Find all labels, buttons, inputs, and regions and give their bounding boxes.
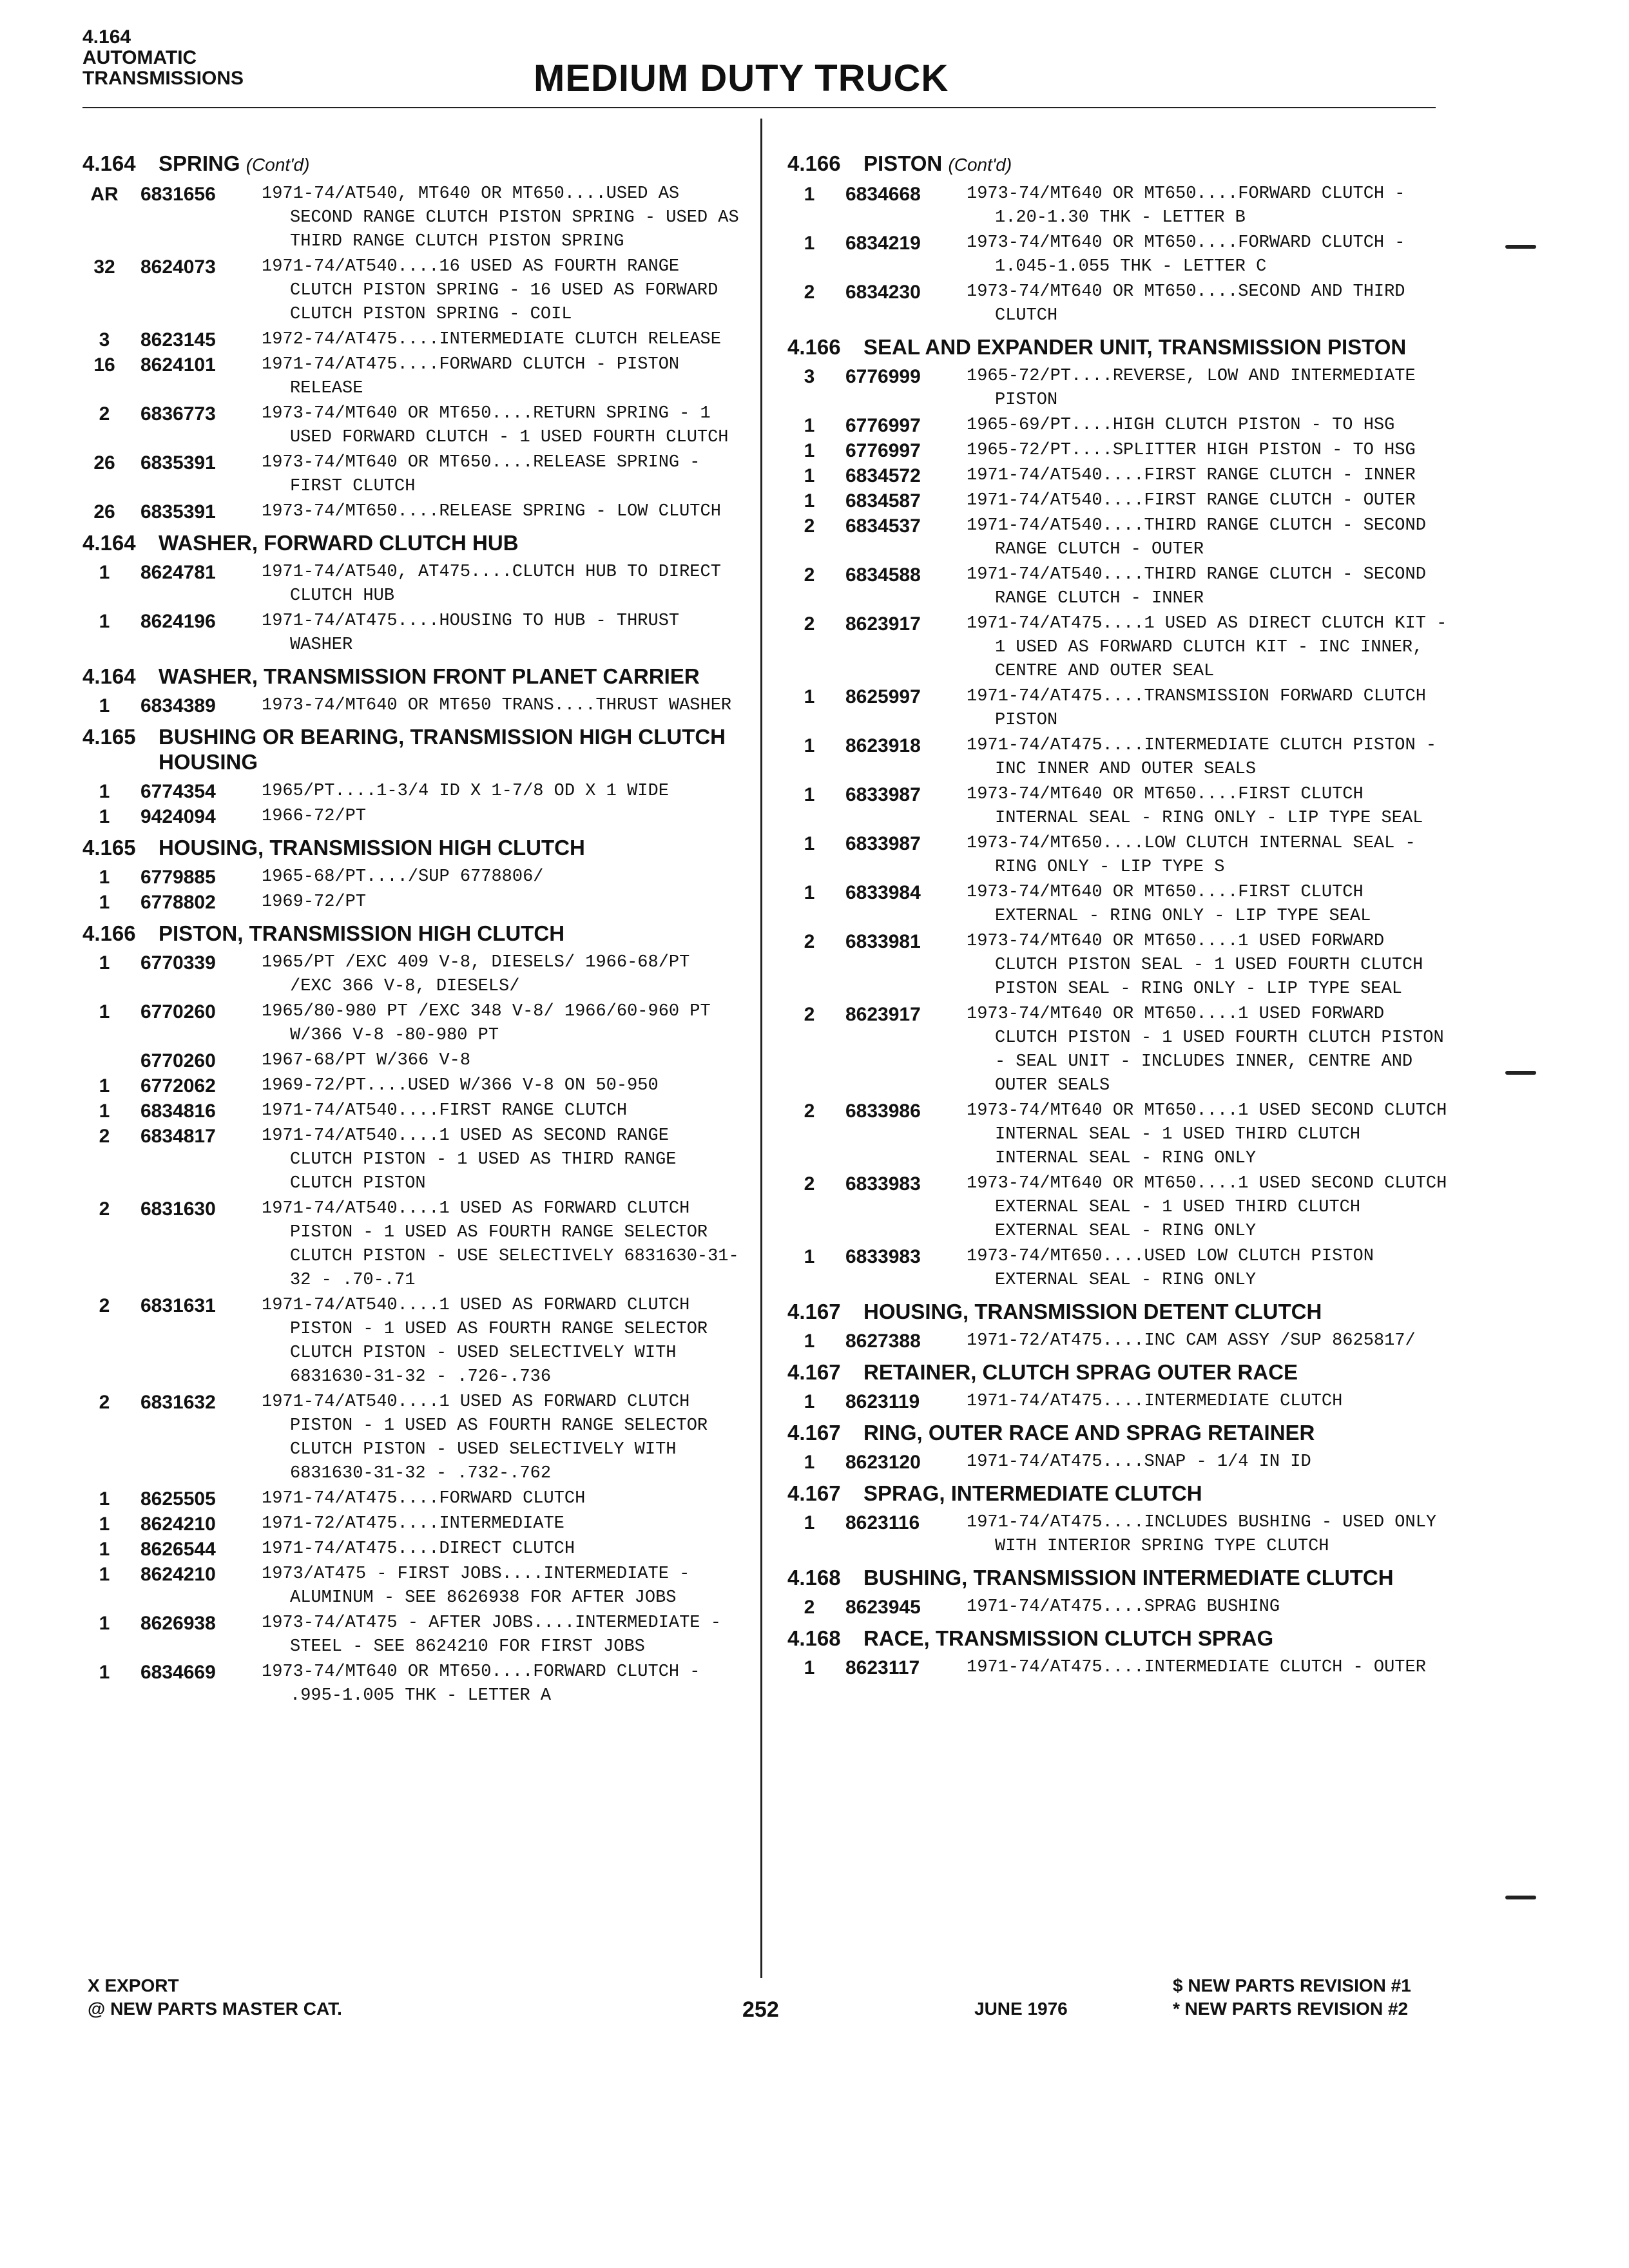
- margin-mark: [1505, 245, 1536, 249]
- quantity: 1: [804, 233, 815, 254]
- part-row: [787, 1172, 1458, 1244]
- part-row: [82, 1124, 740, 1196]
- description: 1973-74/MT640 OR MT650....RELEASE SPRING - FIRST CLUTCH: [262, 453, 711, 496]
- part-row: [787, 1450, 1451, 1474]
- part-number: 8624196: [140, 611, 216, 632]
- description: 1973-74/MT640 OR MT650....FORWARD CLUTCH - .995-1.005 THK - LETTER A: [262, 1662, 711, 1706]
- page-number: 252: [742, 1997, 779, 2022]
- part-number: 6831632: [140, 1392, 216, 1413]
- section-number: 4.165: [82, 725, 136, 749]
- section-heading: [787, 151, 1451, 177]
- part-row: [82, 1537, 740, 1561]
- section-number: 4.168: [787, 1626, 841, 1650]
- part-number: 6834572: [845, 465, 921, 486]
- quantity: 1: [99, 1514, 110, 1535]
- part-number: 6831631: [140, 1295, 216, 1316]
- left-column: [82, 151, 749, 1709]
- part-row: [82, 1512, 740, 1536]
- description: 1971-74/AT540....1 USED AS SECOND RANGE CLUTCH PISTON - 1 USED AS THIRD RANGE CLUTCH PISTON: [262, 1126, 687, 1193]
- quantity: 1: [804, 1657, 815, 1678]
- section-heading: [787, 1626, 1451, 1651]
- description: 1965-72/PT....REVERSE, LOW AND INTERMEDIATE PISTON: [967, 367, 1426, 410]
- description: 1971-74/AT475....INTERMEDIATE CLUTCH - OUTER: [967, 1658, 1426, 1677]
- quantity: 2: [804, 282, 815, 303]
- part-row: [82, 1562, 740, 1610]
- quantity: 1: [804, 784, 815, 805]
- part-number: 6834219: [845, 233, 921, 254]
- section-number: 4.164: [82, 664, 136, 688]
- section-title: WASHER, FORWARD CLUTCH HUB: [159, 531, 519, 555]
- section-title: WASHER, TRANSMISSION FRONT PLANET CARRIER: [159, 664, 700, 688]
- footer-legend-right: [1173, 1974, 1411, 2021]
- part-number: 6834587: [845, 490, 921, 512]
- part-row: [787, 231, 1451, 279]
- part-row: [787, 280, 1451, 328]
- description: 1966-72/PT: [262, 807, 367, 826]
- quantity: 2: [99, 1198, 110, 1220]
- quantity: [82, 1049, 126, 1073]
- part-number: 8623917: [845, 1004, 921, 1025]
- description: 1973-74/MT640 OR MT650....SECOND AND THIRD CLUTCH: [967, 282, 1416, 325]
- quantity: 32: [93, 256, 115, 278]
- quantity: 2: [804, 613, 815, 635]
- quantity: 2: [99, 1392, 110, 1413]
- part-row: [787, 832, 1451, 879]
- part-row: [787, 1099, 1458, 1171]
- part-row: [787, 881, 1451, 928]
- part-row: [82, 780, 740, 803]
- part-number: 8623145: [140, 329, 216, 351]
- description: 1971-72/AT475....INTERMEDIATE: [262, 1514, 564, 1533]
- section-title: SEAL AND EXPANDER UNIT, TRANSMISSION PISTON: [863, 335, 1407, 359]
- description: 1971-74/AT540, MT640 OR MT650....USED AS SECOND RANGE CLUTCH PISTON SPRING - USED AS THIRD RANGE CLUTCH PISTON SPRING: [262, 184, 749, 251]
- part-number: 6772062: [140, 1075, 216, 1097]
- description: 1972-74/AT475....INTERMEDIATE CLUTCH RELEASE: [262, 330, 721, 349]
- description: 1971-74/AT540....16 USED AS FOURTH RANGE CLUTCH PISTON SPRING - 16 USED AS FORWARD CLUTCH PISTON SPRING - COIL: [262, 257, 729, 324]
- part-number: 6834668: [845, 184, 921, 205]
- part-row: [82, 500, 740, 524]
- part-number: 9424094: [140, 806, 216, 827]
- section-title: RACE, TRANSMISSION CLUTCH SPRAG: [863, 1626, 1274, 1650]
- column-divider: [760, 119, 762, 1978]
- quantity: 26: [93, 501, 115, 523]
- part-number: 6770339: [140, 952, 216, 974]
- part-number: 6833986: [845, 1100, 921, 1122]
- description: 1971-72/AT475....INC CAM ASSY /SUP 8625817/: [967, 1331, 1416, 1350]
- section-title: PISTON, TRANSMISSION HIGH CLUTCH: [159, 921, 565, 945]
- part-number: 6836773: [140, 403, 216, 425]
- section-number: 4.165: [82, 836, 136, 860]
- part-row: [82, 890, 740, 914]
- part-number: 6835391: [140, 452, 216, 474]
- description: 1971-74/AT475....INTERMEDIATE CLUTCH PISTON - INC INNER AND OUTER SEALS: [967, 736, 1447, 779]
- part-row: [82, 1099, 740, 1123]
- description: 1965/PT /EXC 409 V-8, DIESELS/ 1966-68/PT /EXC 366 V-8, DIESELS/: [262, 953, 700, 996]
- part-number: 6778802: [140, 892, 216, 913]
- description: 1973/AT475 - FIRST JOBS....INTERMEDIATE - ALUMINUM - SEE 8626938 FOR AFTER JOBS: [262, 1564, 700, 1608]
- quantity: 1: [804, 1512, 815, 1533]
- quantity: 1: [99, 781, 110, 802]
- quantity: 1: [99, 562, 110, 583]
- description: 1967-68/PT W/366 V-8: [262, 1051, 471, 1070]
- part-row: [82, 805, 740, 829]
- section-number: 4.166: [787, 151, 841, 175]
- part-number: 8624210: [140, 1564, 216, 1585]
- section-title: SPRING: [159, 151, 240, 175]
- quantity: 2: [804, 931, 815, 952]
- part-number: 6774354: [140, 781, 216, 802]
- description: 1973-74/MT640 OR MT650....1 USED SECOND CLUTCH EXTERNAL SEAL - 1 USED THIRD CLUTCH EXTERNAL SEAL - RING ONLY: [967, 1174, 1458, 1241]
- section-number: 4.167: [787, 1360, 841, 1384]
- quantity: AR: [90, 184, 119, 205]
- section-title: BUSHING, TRANSMISSION INTERMEDIATE CLUTCH: [863, 1566, 1394, 1590]
- description: 1971-74/AT475....FORWARD CLUTCH: [262, 1489, 586, 1508]
- description: 1973-74/MT640 OR MT650....1 USED SECOND CLUTCH INTERNAL SEAL - 1 USED THIRD CLUTCH INTERNAL SEAL - RING ONLY: [967, 1101, 1458, 1168]
- section-heading: [787, 334, 1451, 360]
- part-row: [82, 1487, 740, 1511]
- part-number: 6833987: [845, 784, 921, 805]
- part-row: [82, 1000, 740, 1048]
- part-row: [787, 1511, 1451, 1559]
- section-number: 4.167: [787, 1481, 841, 1505]
- part-number: 6776999: [845, 366, 921, 387]
- part-number: 8626544: [140, 1539, 216, 1560]
- section-heading: [787, 1481, 1451, 1506]
- part-row: [787, 1245, 1451, 1293]
- quantity: 2: [804, 564, 815, 586]
- legend-revision-2: * NEW PARTS REVISION #2: [1173, 1999, 1409, 2019]
- part-row: [82, 402, 740, 450]
- part-row: [787, 365, 1451, 412]
- part-number: 8623945: [845, 1597, 921, 1618]
- section-line-1: AUTOMATIC: [82, 47, 197, 68]
- part-row: [787, 734, 1451, 782]
- section-heading: [82, 921, 740, 946]
- section-title: RING, OUTER RACE AND SPRAG RETAINER: [863, 1421, 1315, 1445]
- part-number: 8624101: [140, 354, 216, 376]
- quantity: 1: [99, 892, 110, 913]
- description: 1965/PT....1-3/4 ID X 1-7/8 OD X 1 WIDE: [262, 782, 669, 801]
- part-number: 6834588: [845, 564, 921, 586]
- quantity: 1: [99, 1001, 110, 1023]
- quantity: 1: [99, 1564, 110, 1585]
- part-row: [82, 182, 749, 254]
- section-title: SPRAG, INTERMEDIATE CLUTCH: [863, 1481, 1202, 1505]
- margin-mark: [1505, 1071, 1536, 1075]
- section-heading: [787, 1299, 1451, 1324]
- part-number: 6831656: [140, 184, 216, 205]
- part-row: [82, 353, 740, 401]
- part-row: [787, 563, 1451, 611]
- part-row: [82, 610, 740, 657]
- quantity: 1: [804, 184, 815, 205]
- description: 1971-74/AT475....FORWARD CLUTCH - PISTON RELEASE: [262, 355, 690, 398]
- continued-note: (Cont'd): [948, 155, 1012, 175]
- section-heading: [787, 1360, 1451, 1385]
- description: 1971-74/AT475....SNAP - 1/4 IN ID: [967, 1452, 1311, 1472]
- quantity: 1: [99, 1662, 110, 1683]
- section-number: 4.164: [82, 151, 136, 175]
- right-column: [787, 151, 1458, 1681]
- section-number: 4.167: [787, 1421, 841, 1445]
- quantity: 1: [99, 695, 110, 716]
- description: 1965-69/PT....HIGH CLUTCH PISTON - TO HSG: [967, 416, 1395, 435]
- quantity: 1: [804, 465, 815, 486]
- part-number: 6834230: [845, 282, 921, 303]
- description: 1973-74/MT640 OR MT650....1 USED FORWARD CLUTCH PISTON - 1 USED FOURTH CLUTCH PISTON - SEAL UNIT - INCLUDES INNER, CENTRE AND OUTER SEALS: [967, 1004, 1454, 1095]
- part-number: 6770260: [140, 1001, 216, 1023]
- description: 1973-74/MT640 OR MT650....FIRST CLUTCH INTERNAL SEAL - RING ONLY - LIP TYPE SEAL: [967, 785, 1423, 828]
- description: 1971-74/AT540....FIRST RANGE CLUTCH - OUTER: [967, 491, 1416, 510]
- quantity: 1: [804, 735, 815, 756]
- quantity: 2: [99, 1126, 110, 1147]
- quantity: 2: [804, 1173, 815, 1195]
- part-number: 6833987: [845, 833, 921, 854]
- quantity: 2: [99, 1295, 110, 1316]
- part-number: 6834816: [140, 1100, 216, 1122]
- part-row: [82, 451, 740, 499]
- quantity: 3: [804, 366, 815, 387]
- description: 1969-72/PT....USED W/366 V-8 ON 50-950: [262, 1076, 659, 1095]
- part-row: [82, 1049, 740, 1073]
- section-heading: [82, 530, 740, 555]
- part-number: 6834817: [140, 1126, 216, 1147]
- quantity: 2: [99, 403, 110, 425]
- part-row: [787, 612, 1458, 684]
- section-heading: [82, 664, 740, 689]
- part-row: [787, 1595, 1451, 1619]
- section-label: [82, 27, 244, 89]
- section-number: 4.166: [82, 921, 136, 945]
- section-heading: [82, 835, 740, 860]
- description: 1973-74/AT475 - AFTER JOBS....INTERMEDIATE - STEEL - SEE 8624210 FOR FIRST JOBS: [262, 1613, 732, 1657]
- quantity: 1: [99, 611, 110, 632]
- part-row: [787, 182, 1451, 230]
- part-row: [787, 1390, 1451, 1414]
- section-number: 4.166: [787, 335, 841, 359]
- continued-note: (Cont'd): [246, 155, 310, 175]
- part-number: 6834537: [845, 515, 921, 537]
- part-number: 6834669: [140, 1662, 216, 1683]
- part-number: 8623918: [845, 735, 921, 756]
- part-row: [82, 1197, 740, 1293]
- quantity: 1: [99, 806, 110, 827]
- part-number: 8623116: [845, 1512, 920, 1533]
- part-number: 6776997: [845, 415, 921, 436]
- description: 1965-72/PT....SPLITTER HIGH PISTON - TO HSG: [967, 441, 1416, 460]
- part-row: [787, 1656, 1451, 1680]
- section-heading: [787, 1565, 1451, 1590]
- description: 1973-74/MT650....RELEASE SPRING - LOW CLUTCH: [262, 502, 721, 521]
- description: 1971-74/AT540....THIRD RANGE CLUTCH - SECOND RANGE CLUTCH - OUTER: [967, 516, 1437, 559]
- description: 1971-74/AT540....1 USED AS FORWARD CLUTCH PISTON - 1 USED AS FOURTH RANGE SELECTOR CLUTCH PISTON - USE SELECTIVELY 6831630-31-32 - .70-.71: [262, 1199, 739, 1290]
- part-number: 8627388: [845, 1331, 921, 1352]
- quantity: 1: [99, 867, 110, 888]
- description: 1973-74/MT640 OR MT650....FORWARD CLUTCH - 1.20-1.30 THK - LETTER B: [967, 184, 1416, 227]
- legend-master: @ NEW PARTS MASTER CAT.: [88, 1999, 342, 2019]
- quantity: 2: [804, 515, 815, 537]
- part-row: [787, 1003, 1454, 1098]
- description: 1971-74/AT540....1 USED AS FORWARD CLUTCH PISTON - 1 USED AS FOURTH RANGE SELECTOR CLUTCH PISTON - USED SELECTIVELY WITH 6831630-31-32 - .732-.762: [262, 1392, 718, 1483]
- part-row: [82, 561, 740, 608]
- quantity: 1: [804, 440, 815, 461]
- quantity: 3: [99, 329, 110, 351]
- part-row: [787, 439, 1451, 463]
- part-number: 8623120: [845, 1452, 921, 1473]
- part-number: 6835391: [140, 501, 216, 523]
- quantity: 1: [804, 686, 815, 707]
- part-number: 8623117: [845, 1657, 920, 1678]
- part-row: [82, 1074, 740, 1098]
- description: 1965-68/PT..../SUP 6778806/: [262, 867, 544, 887]
- part-row: [787, 514, 1451, 562]
- part-row: [787, 930, 1451, 1001]
- section-number: 4.164: [82, 531, 136, 555]
- quantity: 1: [99, 1539, 110, 1560]
- section-heading: [787, 1420, 1451, 1445]
- description: 1973-74/MT650....LOW CLUTCH INTERNAL SEAL - RING ONLY - LIP TYPE S: [967, 834, 1426, 877]
- description: 1973-74/MT640 OR MT650....FIRST CLUTCH EXTERNAL - RING ONLY - LIP TYPE SEAL: [967, 883, 1374, 926]
- description: 1971-74/AT475....HOUSING TO HUB - THRUST WASHER: [262, 611, 690, 655]
- quantity: 1: [99, 952, 110, 974]
- part-number: 6833983: [845, 1246, 921, 1267]
- part-number: 8624781: [140, 562, 216, 583]
- description: 1971-74/AT540, AT475....CLUTCH HUB TO DIRECT CLUTCH HUB: [262, 562, 732, 606]
- description: 1971-74/AT475....INTERMEDIATE CLUTCH: [967, 1392, 1343, 1411]
- description: 1971-74/AT475....TRANSMISSION FORWARD CLUTCH PISTON: [967, 687, 1437, 730]
- part-number: 6779885: [140, 867, 216, 888]
- part-row: [82, 1390, 740, 1486]
- description: 1973-74/MT640 OR MT650 TRANS....THRUST WASHER: [262, 696, 732, 715]
- part-row: [787, 1329, 1451, 1353]
- description: 1971-74/AT540....THIRD RANGE CLUTCH - SECOND RANGE CLUTCH - INNER: [967, 565, 1437, 608]
- quantity: 1: [804, 1452, 815, 1473]
- part-number: 6833983: [845, 1173, 921, 1195]
- description: 1971-74/AT540....FIRST RANGE CLUTCH: [262, 1101, 628, 1120]
- part-number: 8625997: [845, 686, 921, 707]
- page-title: MEDIUM DUTY TRUCK: [534, 57, 949, 99]
- quantity: 2: [804, 1004, 815, 1025]
- part-row: [82, 865, 740, 889]
- description: 1971-74/AT475....INCLUDES BUSHING - USED ONLY WITH INTERIOR SPRING TYPE CLUTCH: [967, 1513, 1447, 1556]
- part-row: [82, 694, 740, 718]
- section-number: 4.167: [787, 1300, 841, 1323]
- part-row: [82, 255, 740, 327]
- section-title: HOUSING, TRANSMISSION DETENT CLUTCH: [863, 1300, 1322, 1323]
- part-row: [82, 951, 740, 999]
- description: 1973-74/MT640 OR MT650....RETURN SPRING - 1 USED FORWARD CLUTCH - 1 USED FOURTH CLUTCH: [262, 404, 729, 447]
- section-line-2: TRANSMISSIONS: [82, 68, 244, 89]
- part-number: 6770260: [140, 1050, 216, 1072]
- header-rule: [82, 107, 1436, 108]
- section-title: RETAINER, CLUTCH SPRAG OUTER RACE: [863, 1360, 1298, 1384]
- quantity: 1: [804, 833, 815, 854]
- part-row: [787, 414, 1451, 437]
- part-number: 8623119: [845, 1391, 920, 1412]
- quantity: 16: [93, 354, 115, 376]
- part-row: [82, 328, 740, 352]
- part-number: 8624073: [140, 256, 216, 278]
- part-number: 8625505: [140, 1488, 216, 1510]
- part-number: 6831630: [140, 1198, 216, 1220]
- description: 1971-74/AT475....DIRECT CLUTCH: [262, 1539, 575, 1559]
- description: 1973-74/MT640 OR MT650....FORWARD CLUTCH - 1.045-1.055 THK - LETTER C: [967, 233, 1416, 276]
- part-number: 6833984: [845, 882, 921, 903]
- quantity: 1: [804, 882, 815, 903]
- part-row: [787, 489, 1451, 513]
- quantity: 26: [93, 452, 115, 474]
- legend-revision-1: $ NEW PARTS REVISION #1: [1173, 1975, 1411, 1995]
- quantity: 1: [804, 415, 815, 436]
- quantity: 2: [804, 1597, 815, 1618]
- page-code: 4.164: [82, 26, 131, 48]
- description: 1965/80-980 PT /EXC 348 V-8/ 1966/60-960 PT W/366 V-8 -80-980 PT: [262, 1002, 721, 1045]
- section-heading: [82, 151, 740, 177]
- section-title: PISTON: [863, 151, 943, 175]
- description: 1971-74/AT540....FIRST RANGE CLUTCH - INNER: [967, 466, 1416, 485]
- part-number: 8623917: [845, 613, 921, 635]
- description: 1969-72/PT: [262, 892, 367, 912]
- section-number: 4.168: [787, 1566, 841, 1590]
- margin-mark: [1505, 1896, 1536, 1899]
- part-number: 8626938: [140, 1613, 216, 1634]
- part-row: [82, 1294, 740, 1389]
- part-row: [82, 1660, 740, 1708]
- part-number: 6834389: [140, 695, 216, 716]
- part-row: [787, 783, 1451, 831]
- description: 1971-74/AT475....1 USED AS DIRECT CLUTCH KIT - 1 USED AS FORWARD CLUTCH KIT - INC INNER, CENTRE AND OUTER SEAL: [967, 614, 1458, 681]
- description: 1973-74/MT650....USED LOW CLUTCH PISTON EXTERNAL SEAL - RING ONLY: [967, 1247, 1385, 1290]
- quantity: 1: [804, 1331, 815, 1352]
- quantity: 1: [804, 1391, 815, 1412]
- page-header: [0, 0, 1629, 116]
- description: 1971-74/AT475....SPRAG BUSHING: [967, 1597, 1280, 1617]
- quantity: 1: [99, 1100, 110, 1122]
- part-row: [787, 464, 1451, 488]
- description: 1973-74/MT640 OR MT650....1 USED FORWARD CLUTCH PISTON SEAL - 1 USED FOURTH CLUTCH PISTON SEAL - RING ONLY - LIP TYPE SEAL: [967, 932, 1434, 999]
- part-row: [787, 685, 1451, 733]
- quantity: 1: [99, 1075, 110, 1097]
- section-heading: [82, 724, 740, 774]
- section-title: HOUSING, TRANSMISSION HIGH CLUTCH: [159, 836, 585, 860]
- page-footer: [0, 1972, 1629, 2023]
- section-title: BUSHING OR BEARING, TRANSMISSION HIGH CLUTCH HOUSING: [159, 725, 726, 774]
- part-number: 6776997: [845, 440, 921, 461]
- quantity: 1: [99, 1613, 110, 1634]
- legend-export: X EXPORT: [88, 1975, 179, 1995]
- footer-legend-left: [88, 1974, 342, 2021]
- quantity: 1: [99, 1488, 110, 1510]
- part-number: 8624210: [140, 1514, 216, 1535]
- quantity: 1: [804, 1246, 815, 1267]
- publication-date: JUNE 1976: [974, 1999, 1068, 2019]
- part-row: [82, 1611, 740, 1659]
- part-number: 6833981: [845, 931, 921, 952]
- quantity: 2: [804, 1100, 815, 1122]
- quantity: 1: [804, 490, 815, 512]
- description: 1971-74/AT540....1 USED AS FORWARD CLUTCH PISTON - 1 USED AS FOURTH RANGE SELECTOR CLUTCH PISTON - USED SELECTIVELY WITH 6831630-31-32 - .726-.736: [262, 1296, 718, 1387]
